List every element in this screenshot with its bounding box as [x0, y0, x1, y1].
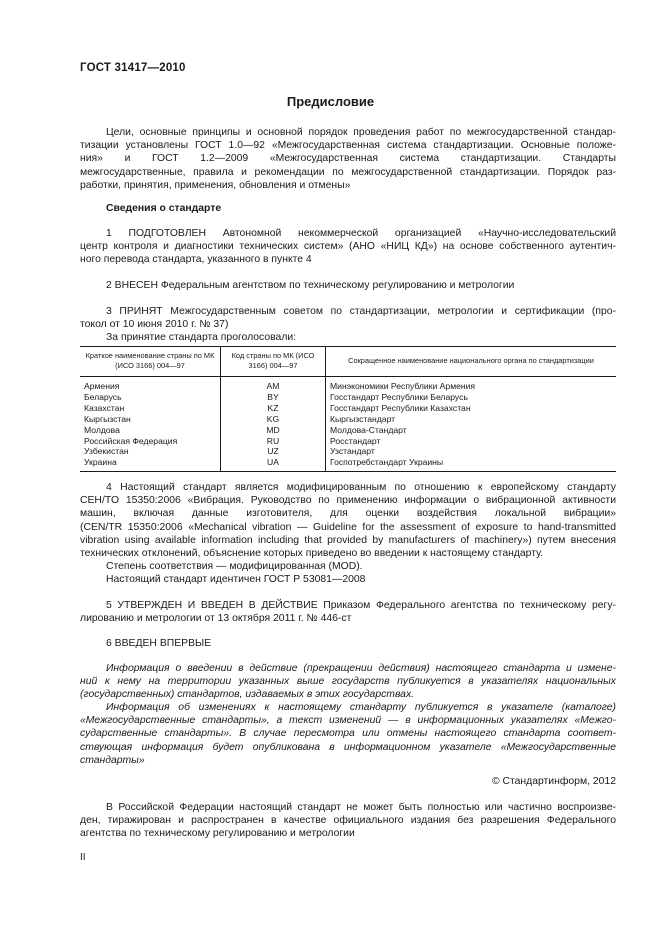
cell-country: Украина: [80, 457, 221, 471]
text-line: Информация о введении в действие (прекращении действия) настоящего стандарта и измене-: [106, 663, 616, 674]
text-line: машин, включая данные изготовителя, для оценки воздействия локальной вибрации»: [80, 508, 616, 520]
cell-country: Беларусь: [80, 392, 221, 403]
text-line: центр контроля и диагностики технических систем» (АНО «НИЦ КД») на основе собственного аутентич-: [80, 241, 616, 253]
cell-code: KG: [221, 414, 326, 425]
cell-body: Минэкономики Республики Армения: [330, 381, 476, 391]
table-row: [80, 425, 616, 436]
cell-country: Казахстан: [80, 403, 221, 414]
cell-body: Кыргызстандарт: [330, 413, 396, 424]
text-line: технических отклонений, объяснение которых приведено во введении к настоящему стандарту.: [80, 548, 544, 560]
column-header-code: Код страны по МК (ИСО 3166) 004—97: [221, 347, 326, 377]
item-6-paragraph: 6 ВВЕДЕН ВПЕРВЫЕ: [106, 638, 212, 649]
cell-country: Молдова: [80, 425, 221, 436]
text-line: Информация об изменениях к настоящему стандарту публикуется в указателе (каталоге): [106, 702, 616, 713]
identical-line: Настоящий стандарт идентичен ГОСТ Р 53081—2008: [106, 574, 366, 585]
cell-code: RU: [221, 436, 326, 447]
page-title: Предисловие: [286, 94, 375, 109]
voting-countries-table: [80, 346, 616, 472]
cell-body: Узстандарт: [330, 446, 375, 457]
text-line: ного перевода стандарта, указанного в пункте 4: [80, 254, 312, 266]
table-row: [80, 457, 616, 471]
page-number: II: [80, 852, 86, 863]
text-line: ния» и ГОСТ 1.2—2009 «Межгосударственная система стандартизации. Стандарты: [80, 153, 616, 165]
text-line: тизации установлены ГОСТ 1.0—92 «Межгосударственная система стандартизации. Основные положе-: [80, 140, 616, 152]
intro-paragraph: [80, 126, 616, 192]
text-line: ний к нему на территории указанных выше государств публикуется в указателях национальных: [80, 676, 616, 688]
rights-paragraph: [80, 801, 616, 841]
text-line: В Российской Федерации настоящий стандарт не может быть полностью или частично воспроизве-: [106, 802, 616, 813]
cell-country: Российская Федерация: [80, 436, 221, 447]
copyright-line: © Стандартинформ, 2012: [491, 776, 616, 787]
text-line: CEH/TO 15350:2006 «Вибрация. Руководство по применению информации о вибрационной активности: [80, 495, 616, 507]
item-1-paragraph: [80, 227, 616, 267]
cell-code: KZ: [221, 403, 326, 414]
text-line: лированию и метрологии от 13 октября 2011 г. № 446-ст: [80, 613, 352, 625]
cell-country: Армения: [80, 377, 221, 392]
table-row: [80, 392, 616, 403]
table-row: [80, 436, 616, 447]
text-line: сударственные стандарты». В случае пересмотра или отмены настоящего стандарта соответ-: [80, 728, 616, 740]
text-line: стандарты»: [80, 754, 145, 766]
text-line: 5 УТВЕРЖДЕН И ВВЕДЕН В ДЕЙСТВИЕ Приказом Федерального агентства по техническому регу-: [106, 600, 616, 611]
text-line: токол от 10 июня 2010 г. № 37): [80, 319, 229, 331]
info-intro-paragraph: [80, 662, 616, 702]
text-line: 1 ПОДГОТОВЛЕН Автономной некоммерческой организацией «Научно-исследовательский: [106, 228, 616, 239]
cell-body: Молдова-Стандарт: [330, 424, 407, 435]
cell-code: UZ: [221, 446, 326, 457]
item-4-paragraph: [80, 481, 616, 560]
text-line: vibration using available information including that provided by manufacturers of machinery») путем внесения: [80, 534, 616, 546]
cell-code: AM: [221, 377, 326, 392]
item-2-paragraph: 2 ВНЕСЕН Федеральным агентством по техническому регулированию и метрологии: [106, 280, 515, 291]
table-row: [80, 414, 616, 425]
cell-body: Росстандарт: [330, 435, 381, 446]
cell-body: Госстандарт Республики Беларусь: [330, 391, 468, 402]
table-row: [80, 403, 616, 414]
text-line: 3 ПРИНЯТ Межгосударственным советом по стандартизации, метрологии и сертификации (про-: [106, 306, 616, 317]
document-header: ГОСТ 31417—2010: [80, 62, 186, 74]
text-line: ден, тиражирован и распространен в качестве официального издания без разрешения Федерального: [80, 815, 616, 827]
text-line: «Межгосударственные стандарты», а текст изменений — в информационных указателях «Межго-: [80, 715, 616, 727]
cell-country: Кыргызстан: [80, 414, 221, 425]
text-line: ствующая информация будет опубликована в информационном указателе «Межгосударственные: [80, 741, 616, 753]
table-row: [80, 377, 616, 392]
cell-body: Госстандарт Республики Казахстан: [330, 402, 471, 413]
text-line: межгосударственные, правила и рекомендации по межгосударственной стандартизации. Порядок раз-: [80, 166, 616, 178]
voted-label: За принятие стандарта проголосовали:: [106, 332, 297, 343]
text-line: Цели, основные принципы и основной порядок проведения работ по межгосударственной стандар-: [106, 127, 616, 138]
text-line: работки, принятия, применения, обновления и отмены»: [80, 179, 351, 191]
column-header-country: Краткое наименование страны по МК (ИСО 3166) 004—97: [80, 347, 221, 377]
info-heading: Сведения о стандарте: [106, 203, 222, 214]
item-5-paragraph: [80, 599, 616, 625]
item-3-paragraph: [80, 305, 616, 331]
text-line: (CEN/TR 15350:2006 «Mechanical vibration — Guideline for the assessment of exposure to hand-transmitted: [80, 521, 616, 533]
table-row: [80, 446, 616, 457]
text-line: 4 Настоящий стандарт является модифицированным по отношению к европейскому стандарту: [106, 482, 616, 493]
text-line: агентства по техническому регулированию и метрологии: [80, 828, 355, 840]
cell-country: Узбекистан: [80, 446, 221, 457]
cell-code: UA: [221, 457, 326, 471]
info-changes-paragraph: [80, 701, 616, 767]
cell-code: MD: [221, 425, 326, 436]
cell-body: Госпотребстандарт Украины: [326, 457, 617, 471]
conformity-line: Степень соответствия — модифицированная (MOD).: [106, 561, 363, 572]
cell-code: BY: [221, 392, 326, 403]
table-header-row: [80, 347, 616, 377]
column-header-body: Сокращенное наименование национального органа по стандартизации: [326, 347, 617, 377]
text-line: (государственных) стандартов, издаваемых в этих государствах.: [80, 689, 415, 701]
